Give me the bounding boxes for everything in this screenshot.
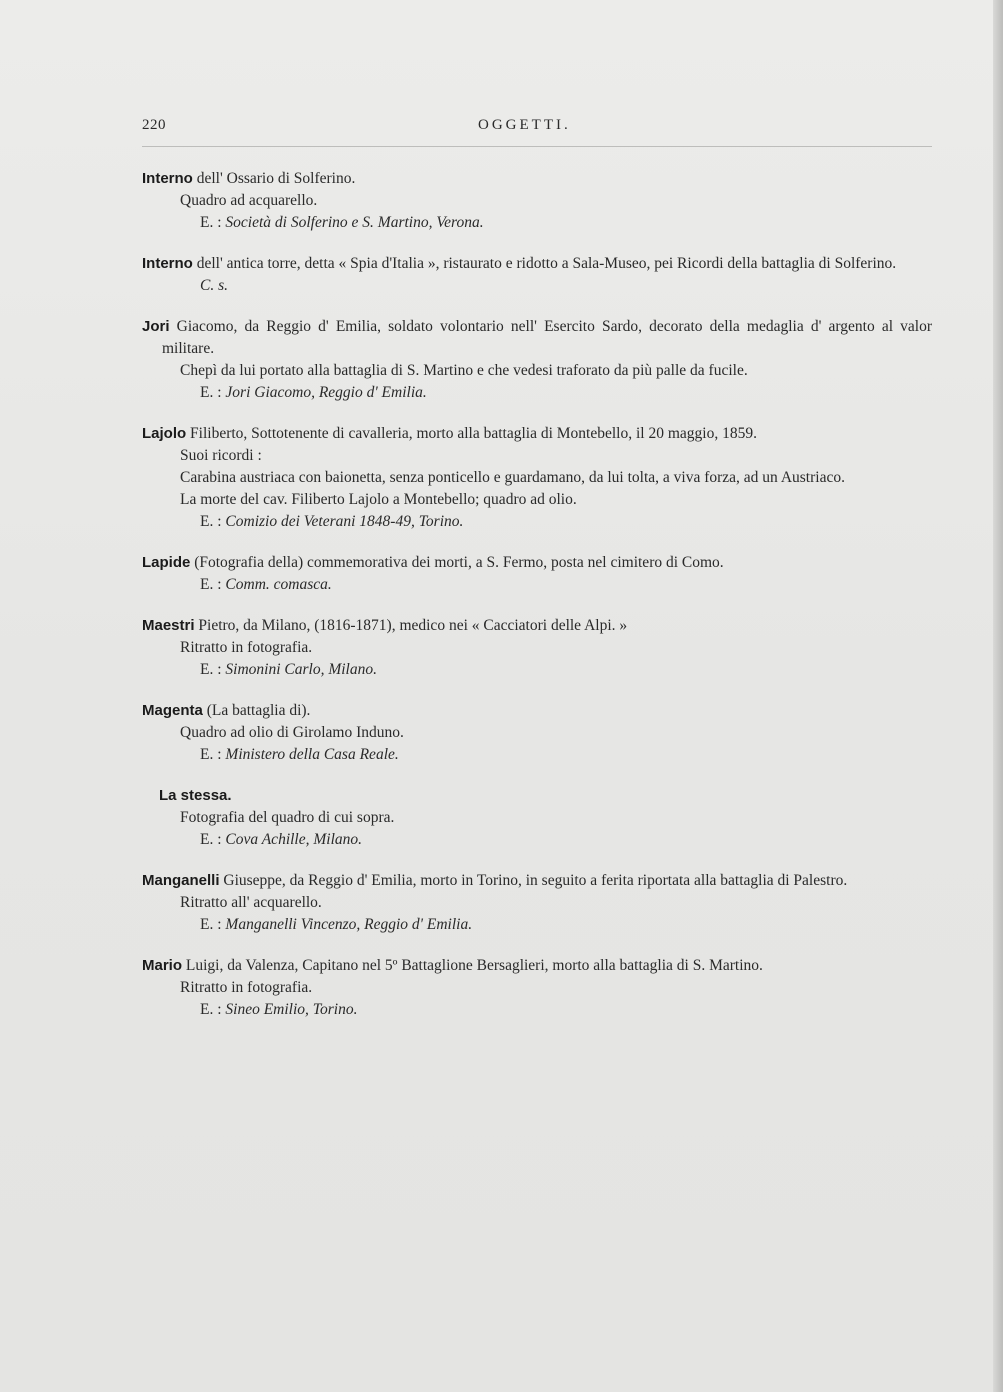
- catalogue-entry: [142, 316, 932, 404]
- entry-description: dell' antica torre, detta « Spia d'Italia », ristaurato e ridotto a Sala-Museo, pei Ricordi della battaglia di Solferino.: [196, 255, 897, 272]
- catalogue-entry: [142, 615, 932, 681]
- exhibitor-prefix: E. :: [200, 831, 222, 848]
- exhibitor-name: Manganelli Vincenzo, Reggio d' Emilia.: [225, 916, 473, 933]
- exhibitor-name: Comm. comasca.: [225, 576, 332, 593]
- exhibitor-prefix: E. :: [200, 746, 222, 763]
- exhibitor-name: Sineo Emilio, Torino.: [225, 1001, 358, 1018]
- entry-detail-paragraph: Chepì da lui portato alla battaglia di S. Martino e che vedesi traforato da più palle da fucile.: [180, 362, 748, 379]
- catalogue-entry: [142, 168, 932, 234]
- entry-exhibitor: [142, 275, 932, 297]
- entry-detail-line: Suoi ricordi :: [180, 447, 262, 464]
- entry-detail-paragraph: La morte del cav. Filiberto Lajolo a Montebello; quadro ad olio.: [180, 491, 577, 508]
- entry-heading: Manganelli: [142, 872, 220, 889]
- entry-detail-line: Ritratto in fotografia.: [180, 979, 313, 996]
- entry-detail-line: Fotografia del quadro di cui sopra.: [180, 809, 395, 826]
- exhibitor-prefix: E. :: [200, 384, 222, 401]
- entry-heading: Lajolo: [142, 425, 187, 442]
- exhibitor-prefix: E. :: [200, 916, 222, 933]
- entry-exhibitor: [142, 659, 932, 681]
- entry-exhibitor: [142, 382, 932, 404]
- entry-heading: Maestri: [142, 617, 195, 634]
- entry-main-line: [142, 785, 932, 807]
- entry-main-line: [142, 700, 932, 722]
- exhibitor-name: Cova Achille, Milano.: [225, 831, 363, 848]
- entry-detail-line: Quadro ad acquarello.: [180, 192, 318, 209]
- page-edge-shadow: [993, 0, 1003, 1392]
- exhibitor-prefix: E. :: [200, 576, 222, 593]
- exhibitor-name: Comizio dei Veterani 1848-49, Torino.: [225, 513, 464, 530]
- entry-heading: La stessa.: [159, 787, 232, 804]
- entry-description: Luigi, da Valenza, Capitano nel 5º Battaglione Bersaglieri, morto alla battaglia di S. Martino.: [185, 957, 763, 974]
- entry-exhibitor: [142, 999, 932, 1021]
- exhibitor-prefix: E. :: [200, 1001, 222, 1018]
- catalogue-entry: [142, 700, 932, 766]
- entry-main-line: [142, 955, 932, 977]
- entry-exhibitor: [142, 212, 932, 234]
- entry-detail-line: Ritratto in fotografia.: [180, 639, 313, 656]
- entry-heading: Interno: [142, 255, 193, 272]
- entry-main-line: [142, 615, 932, 637]
- entry-detail-line: Quadro ad olio di Girolamo Induno.: [180, 724, 404, 741]
- entry-exhibitor: [142, 574, 932, 596]
- catalogue-entry: [142, 870, 932, 936]
- header-rule: [142, 146, 932, 147]
- catalogue-entry: [142, 253, 932, 297]
- page-header: [142, 117, 932, 145]
- entry-description: Giuseppe, da Reggio d' Emilia, morto in Torino, in seguito a ferita riportata alla battaglia di Palestro.: [223, 872, 848, 889]
- exhibitor-name: Società di Solferino e S. Martino, Verona.: [225, 214, 484, 231]
- catalogue-entries: [142, 168, 932, 1040]
- entry-exhibitor: [142, 511, 932, 533]
- entry-main-line: [142, 870, 932, 892]
- entry-main-line: [142, 552, 932, 574]
- running-title: OGGETTI.: [478, 117, 571, 133]
- exhibitor-name: Jori Giacomo, Reggio d' Emilia.: [225, 384, 427, 401]
- entry-description: Pietro, da Milano, (1816-1871), medico nei « Cacciatori delle Alpi. »: [198, 617, 628, 634]
- entry-main-line: [142, 168, 932, 190]
- entry-description: (Fotografia della) commemorativa dei morti, a S. Fermo, posta nel cimitero di Como.: [194, 554, 724, 571]
- entry-heading: Interno: [142, 170, 193, 187]
- entry-description: Giacomo, da Reggio d' Emilia, soldato volontario nell' Esercito Sardo, decorato della medaglia d' argento al valor militare.: [162, 318, 932, 357]
- exhibitor-name: Simonini Carlo, Milano.: [225, 661, 377, 678]
- entry-detail-paragraph: Carabina austriaca con baionetta, senza ponticello e guardamano, da lui tolta, a viva forza, ad un Austriaco.: [180, 469, 845, 486]
- entry-description: Filiberto, Sottotenente di cavalleria, morto alla battaglia di Montebello, il 20 maggio, 1859.: [190, 425, 757, 442]
- exhibitor-prefix: E. :: [200, 661, 222, 678]
- entry-main-line: [142, 423, 932, 445]
- entry-main-line: [142, 316, 932, 360]
- catalogue-entry: [142, 955, 932, 1021]
- entry-heading: Jori: [142, 318, 170, 335]
- entry-description: (La battaglia di).: [206, 702, 311, 719]
- exhibitor-name: Ministero della Casa Reale.: [225, 746, 399, 763]
- entry-heading: Magenta: [142, 702, 203, 719]
- catalogue-entry: [142, 785, 932, 851]
- entry-heading: Mario: [142, 957, 183, 974]
- page-number: 220: [142, 117, 166, 133]
- entry-exhibitor: [142, 744, 932, 766]
- entry-heading: Lapide: [142, 554, 191, 571]
- entry-exhibitor: [142, 914, 932, 936]
- entry-detail-line: Ritratto all' acquarello.: [180, 894, 322, 911]
- entry-main-line: [142, 253, 932, 275]
- exhibitor-prefix: E. :: [200, 513, 222, 530]
- entry-exhibitor: [142, 829, 932, 851]
- entry-description: dell' Ossario di Solferino.: [196, 170, 356, 187]
- exhibitor-prefix: E. :: [200, 214, 222, 231]
- catalogue-entry: [142, 423, 932, 533]
- catalogue-entry: [142, 552, 932, 596]
- exhibitor-name: C. s.: [200, 277, 228, 294]
